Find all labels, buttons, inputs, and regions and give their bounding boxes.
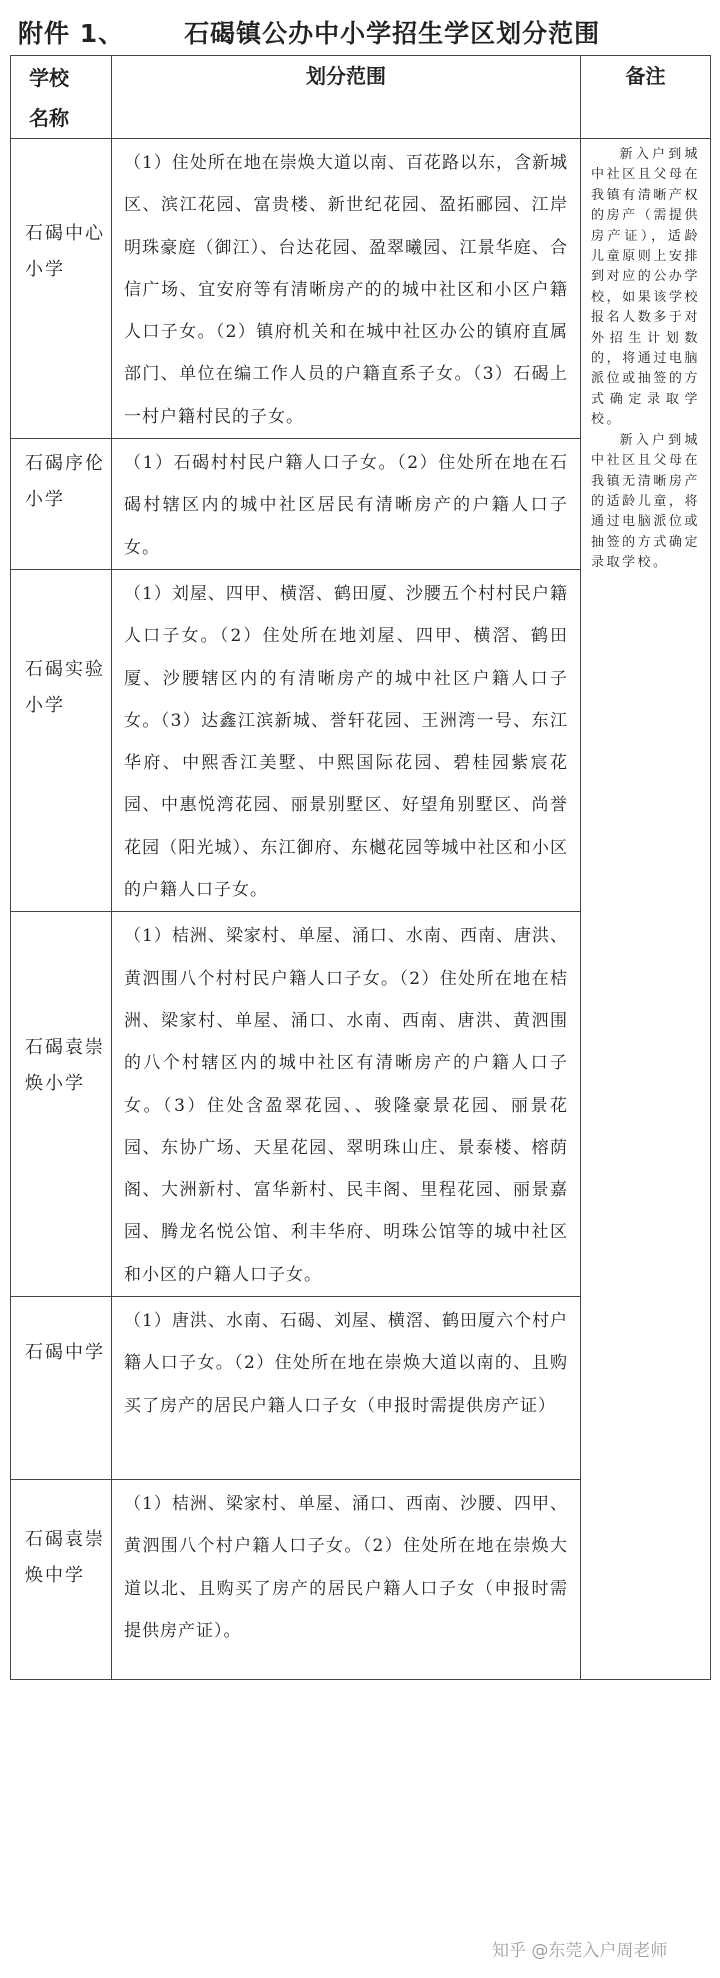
range-cell bbox=[112, 1480, 581, 1680]
range-cell bbox=[112, 139, 581, 439]
school-name: 石碣袁崇焕小学 bbox=[25, 1037, 105, 1095]
range-cell bbox=[112, 569, 581, 911]
note-paragraph-2: 新入户到城中社区且父母在我镇无清晰房产的适龄儿童，将通过电脑派位或抽签的方式确定录取学校。 bbox=[591, 432, 700, 571]
range-cell bbox=[112, 912, 581, 1297]
header-range: 划分范围 bbox=[112, 56, 581, 139]
range-cell bbox=[112, 1297, 581, 1480]
school-cell bbox=[11, 1297, 112, 1480]
range-text: （1）桔洲、梁家村、单屋、涌口、水南、西南、唐洪、黄泗围八个村村民户籍人口子女。（2）住处所在地在桔洲、梁家村、单屋、涌口、水南、西南、唐洪、黄泗围的八个村辖区内的城中社区有清晰房产的户籍人口子女。（3）住处含盈翠花园、、骏隆豪景花园、丽景花园、东协广场、天星花园、翠明珠山庄、景泰楼、榕荫阁、大洲新村、富华新村、民丰阁、里程花园、丽景嘉园、腾龙名悦公馆、利丰华府、明珠公馆等的城中社区和小区的户籍人口子女。 bbox=[124, 926, 568, 1285]
header-school: 学校名称 bbox=[11, 56, 112, 139]
range-text: （1）桔洲、梁家村、单屋、涌口、西南、沙腰、四甲、黄泗围八个村户籍人口子女。（2）住处所在地在崇焕大道以北、且购买了房产的居民户籍人口子女（申报时需提供房产证）。 bbox=[124, 1494, 568, 1641]
school-cell bbox=[11, 912, 112, 1297]
school-cell bbox=[11, 569, 112, 911]
watermark: 知乎 @东莞入户周老师 bbox=[492, 1941, 668, 1961]
district-table bbox=[10, 55, 711, 1680]
title-prefix: 附件 1、 bbox=[18, 19, 125, 48]
school-name: 石碣中学 bbox=[25, 1342, 105, 1364]
note-cell bbox=[581, 139, 711, 1680]
school-cell bbox=[11, 1480, 112, 1680]
range-text: （1）石碣村村民户籍人口子女。（2）住处所在地在石碣村辖区内的城中社区居民有清晰房产的户籍人口子女。 bbox=[124, 453, 568, 558]
school-name: 石碣序伦小学 bbox=[25, 453, 105, 511]
document-title bbox=[18, 14, 600, 50]
range-text: （1）住处所在地在崇焕大道以南、百花路以东，含新城区、滨江花园、富贵楼、新世纪花园、盈拓郦园、江岸明珠豪庭（御江）、台达花园、盈翠曦园、江景华庭、合信广场、宜安府等有清晰房产的的城中社区和小区户籍人口子女。（2）镇府机关和在城中社区办公的镇府直属部门、单位在编工作人员的户籍直系子女。（3）石碣上一村户籍村民的子女。 bbox=[124, 153, 568, 427]
note-paragraph-1: 新入户到城中社区且父母在我镇有清晰产权的房产（需提供房产证），适龄儿童原则上安排到对应的公办学校，如果该学校报名人数多于对外招生计划数的，将通过电脑派位或抽签的方式确定录取学校。 bbox=[591, 147, 700, 428]
range-cell bbox=[112, 439, 581, 570]
range-text: （1）唐洪、水南、石碣、刘屋、横滘、鹤田厦六个村户籍人口子女。（2）住处所在地在崇焕大道以南的、且购买了房产的居民户籍人口子女（申报时需提供房产证） bbox=[124, 1311, 568, 1416]
header-row bbox=[11, 56, 711, 139]
school-cell bbox=[11, 139, 112, 439]
school-name: 石碣中心小学 bbox=[25, 223, 105, 280]
range-text: （1）刘屋、四甲、横滘、鹤田厦、沙腰五个村村民户籍人口子女。（2）住处所在地刘屋、四甲、横滘、鹤田厦、沙腰辖区内的有清晰房产的城中社区户籍人口子女。（3）达鑫江滨新城、誉轩花园、王洲湾一号、东江华府、中熙香江美墅、中熙国际花园、碧桂园紫宸花园、中惠悦湾花园、丽景别墅区、好望角别墅区、尚誉花园（阳光城）、东江御府、东樾花园等城中社区和小区的户籍人口子女。 bbox=[124, 583, 568, 901]
school-name: 石碣实验小学 bbox=[25, 658, 105, 716]
note-text bbox=[581, 139, 710, 574]
school-name: 石碣袁崇焕中学 bbox=[25, 1529, 105, 1587]
table-row bbox=[11, 139, 711, 439]
title-text: 石碣镇公办中小学招生学区划分范围 bbox=[184, 19, 601, 48]
school-cell bbox=[11, 439, 112, 570]
header-note: 备注 bbox=[581, 56, 711, 139]
